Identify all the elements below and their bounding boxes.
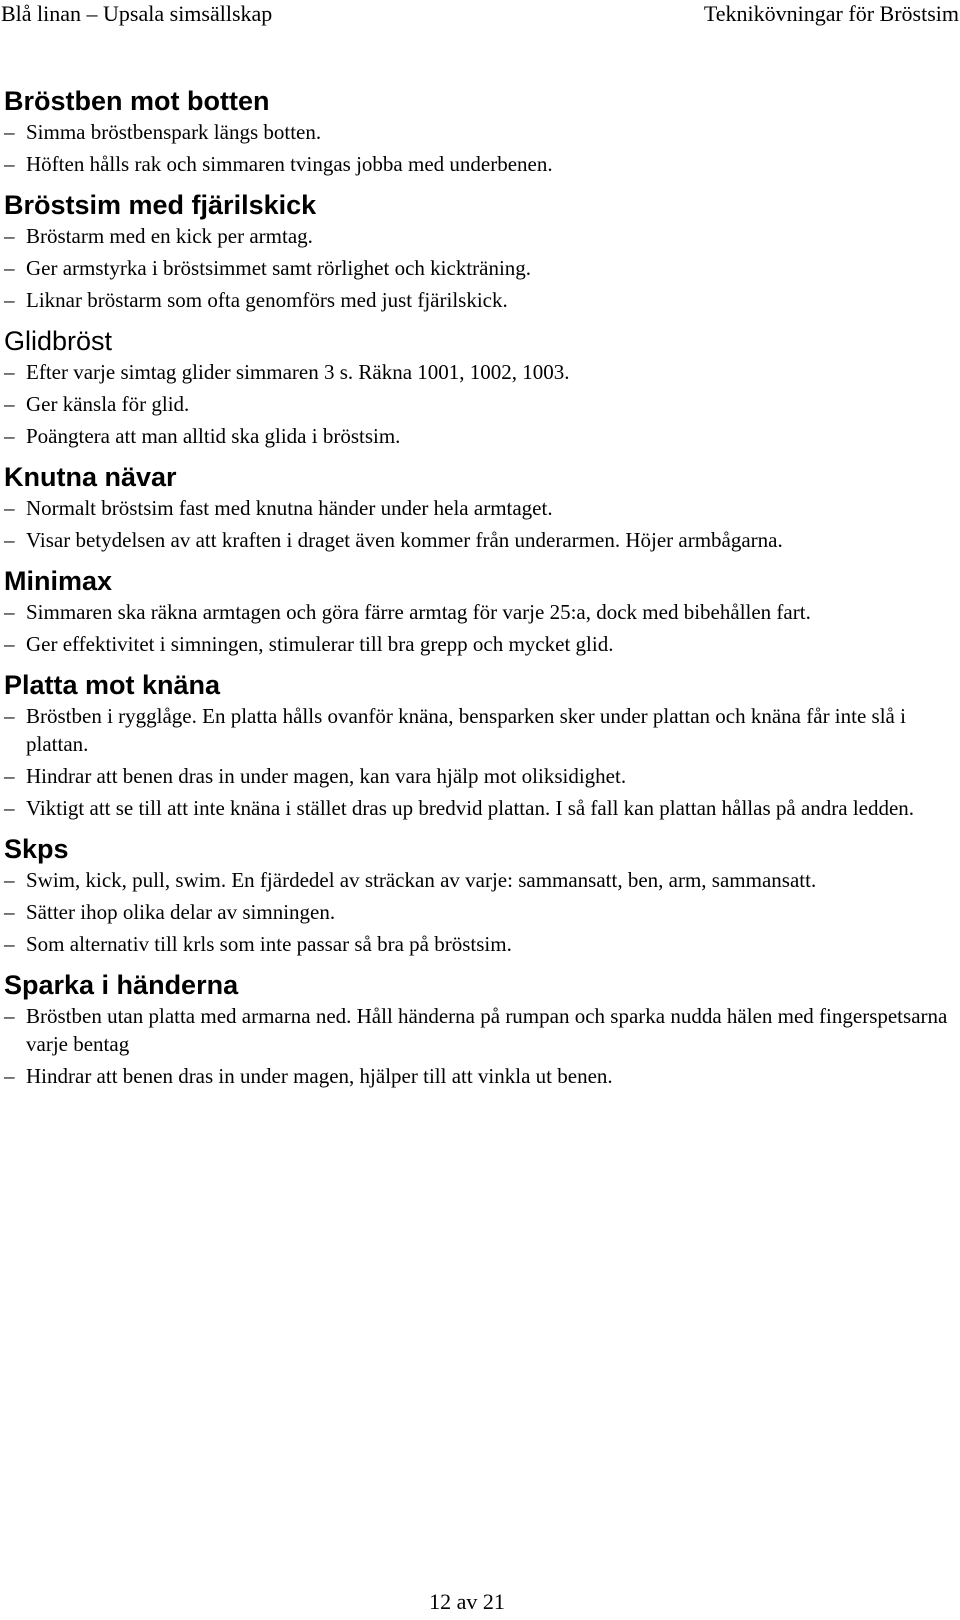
dash-bullet-icon: –: [4, 152, 15, 176]
dash-bullet-icon: –: [4, 764, 15, 788]
dash-bullet-icon: –: [4, 868, 15, 892]
bullet-list: [4, 598, 956, 658]
list-item: [4, 762, 956, 790]
list-item: [4, 422, 956, 450]
section-heading: Minimax: [4, 566, 113, 596]
list-item-text: Bröstben utan platta med armarna ned. Håll händerna på rumpan och sparka nudda hälen med fingerspetsarna varje bentag: [26, 1004, 948, 1056]
dash-bullet-icon: –: [4, 424, 15, 448]
list-item-text: Visar betydelsen av att kraften i draget även kommer från underarmen. Höjer armbågarna.: [26, 528, 783, 552]
dash-bullet-icon: –: [4, 528, 15, 552]
list-item-text: Hindrar att benen dras in under magen, kan vara hjälp mot oliksidighet.: [26, 764, 627, 788]
list-item: [4, 390, 956, 418]
list-item-text: Simma bröstbenspark längs botten.: [26, 120, 322, 144]
list-item: [4, 150, 956, 178]
list-item: [4, 358, 956, 386]
section-heading: Glidbröst: [4, 326, 113, 356]
exercise-section: [4, 564, 956, 658]
list-item: [4, 494, 956, 522]
section-heading: Sparka i händerna: [4, 970, 239, 1000]
dash-bullet-icon: –: [4, 796, 15, 820]
section-heading: Knutna nävar: [4, 462, 177, 492]
list-item-text: Bröstarm med en kick per armtag.: [26, 224, 313, 248]
list-item: [4, 254, 956, 282]
list-item-text: Efter varje simtag glider simmaren 3 s. Räkna 1001, 1002, 1003.: [26, 360, 570, 384]
list-item: [4, 794, 956, 822]
dash-bullet-icon: –: [4, 496, 15, 520]
section-heading: Bröstsim med fjärilskick: [4, 190, 317, 220]
list-item: [4, 222, 956, 250]
list-item-text: Sätter ihop olika delar av simningen.: [26, 900, 336, 924]
dash-bullet-icon: –: [4, 1064, 15, 1088]
list-item: [4, 866, 956, 894]
list-item-text: Liknar bröstarm som ofta genomförs med just fjärilskick.: [26, 288, 508, 312]
list-item: [4, 1002, 956, 1058]
dash-bullet-icon: –: [4, 632, 15, 656]
list-item-text: Normalt bröstsim fast med knutna händer under hela armtaget.: [26, 496, 553, 520]
list-item: [4, 526, 956, 554]
exercise-section: [4, 84, 956, 178]
bullet-list: [4, 866, 956, 958]
list-item: [4, 930, 956, 958]
dash-bullet-icon: –: [4, 256, 15, 280]
dash-bullet-icon: –: [4, 224, 15, 248]
list-item-text: Bröstben i rygglåge. En platta hålls ovanför knäna, bensparken sker under plattan och knäna får inte slå i plattan.: [26, 704, 906, 756]
list-item-text: Simmaren ska räkna armtagen och göra färre armtag för varje 25:a, dock med bibehållen fart.: [26, 600, 811, 624]
list-item: [4, 898, 956, 926]
list-item: [4, 286, 956, 314]
page-header: [0, 0, 960, 30]
section-heading: Bröstben mot botten: [4, 86, 270, 116]
exercise-section: [4, 668, 956, 822]
list-item: [4, 702, 956, 758]
section-heading: Skps: [4, 834, 69, 864]
bullet-list: [4, 222, 956, 314]
bullet-list: [4, 702, 956, 822]
exercise-section: [4, 188, 956, 314]
list-item-text: Ger effektivitet i simningen, stimulerar till bra grepp och mycket glid.: [26, 632, 614, 656]
list-item: [4, 598, 956, 626]
list-item-text: Swim, kick, pull, swim. En fjärdedel av sträckan av varje: sammansatt, ben, arm, sammansatt.: [26, 868, 817, 892]
dash-bullet-icon: –: [4, 932, 15, 956]
bullet-list: [4, 358, 956, 450]
section-heading: Platta mot knäna: [4, 670, 221, 700]
exercise-section: [4, 324, 956, 450]
list-item-text: Viktigt att se till att inte knäna i stället dras up bredvid plattan. I så fall kan plattan hållas på andra ledden.: [26, 796, 915, 820]
dash-bullet-icon: –: [4, 288, 15, 312]
list-item: [4, 1062, 956, 1090]
dash-bullet-icon: –: [4, 120, 15, 144]
list-item-text: Hindrar att benen dras in under magen, hjälper till att vinkla ut benen.: [26, 1064, 613, 1088]
exercise-section: [4, 968, 956, 1090]
list-item-text: Höften hålls rak och simmaren tvingas jobba med underbenen.: [26, 152, 553, 176]
dash-bullet-icon: –: [4, 704, 15, 728]
exercise-section: [4, 460, 956, 554]
list-item-text: Som alternativ till krls som inte passar så bra på bröstsim.: [26, 932, 512, 956]
list-item: [4, 630, 956, 658]
bullet-list: [4, 118, 956, 178]
dash-bullet-icon: –: [4, 600, 15, 624]
bullet-list: [4, 1002, 956, 1090]
bullet-list: [4, 494, 956, 554]
document-body: [4, 84, 956, 1100]
header-document-title: Blå linan – Upsala simsällskap: [1, 1, 273, 26]
list-item-text: Ger känsla för glid.: [26, 392, 190, 416]
dash-bullet-icon: –: [4, 360, 15, 384]
header-section-title: Teknikövningar för Bröstsim: [703, 1, 959, 26]
exercise-section: [4, 832, 956, 958]
list-item: [4, 118, 956, 146]
dash-bullet-icon: –: [4, 900, 15, 924]
dash-bullet-icon: –: [4, 1004, 15, 1028]
dash-bullet-icon: –: [4, 392, 15, 416]
list-item-text: Poängtera att man alltid ska glida i bröstsim.: [26, 424, 401, 448]
page-number: 12 av 21: [429, 1589, 505, 1614]
list-item-text: Ger armstyrka i bröstsimmet samt rörlighet och kickträning.: [26, 256, 532, 280]
